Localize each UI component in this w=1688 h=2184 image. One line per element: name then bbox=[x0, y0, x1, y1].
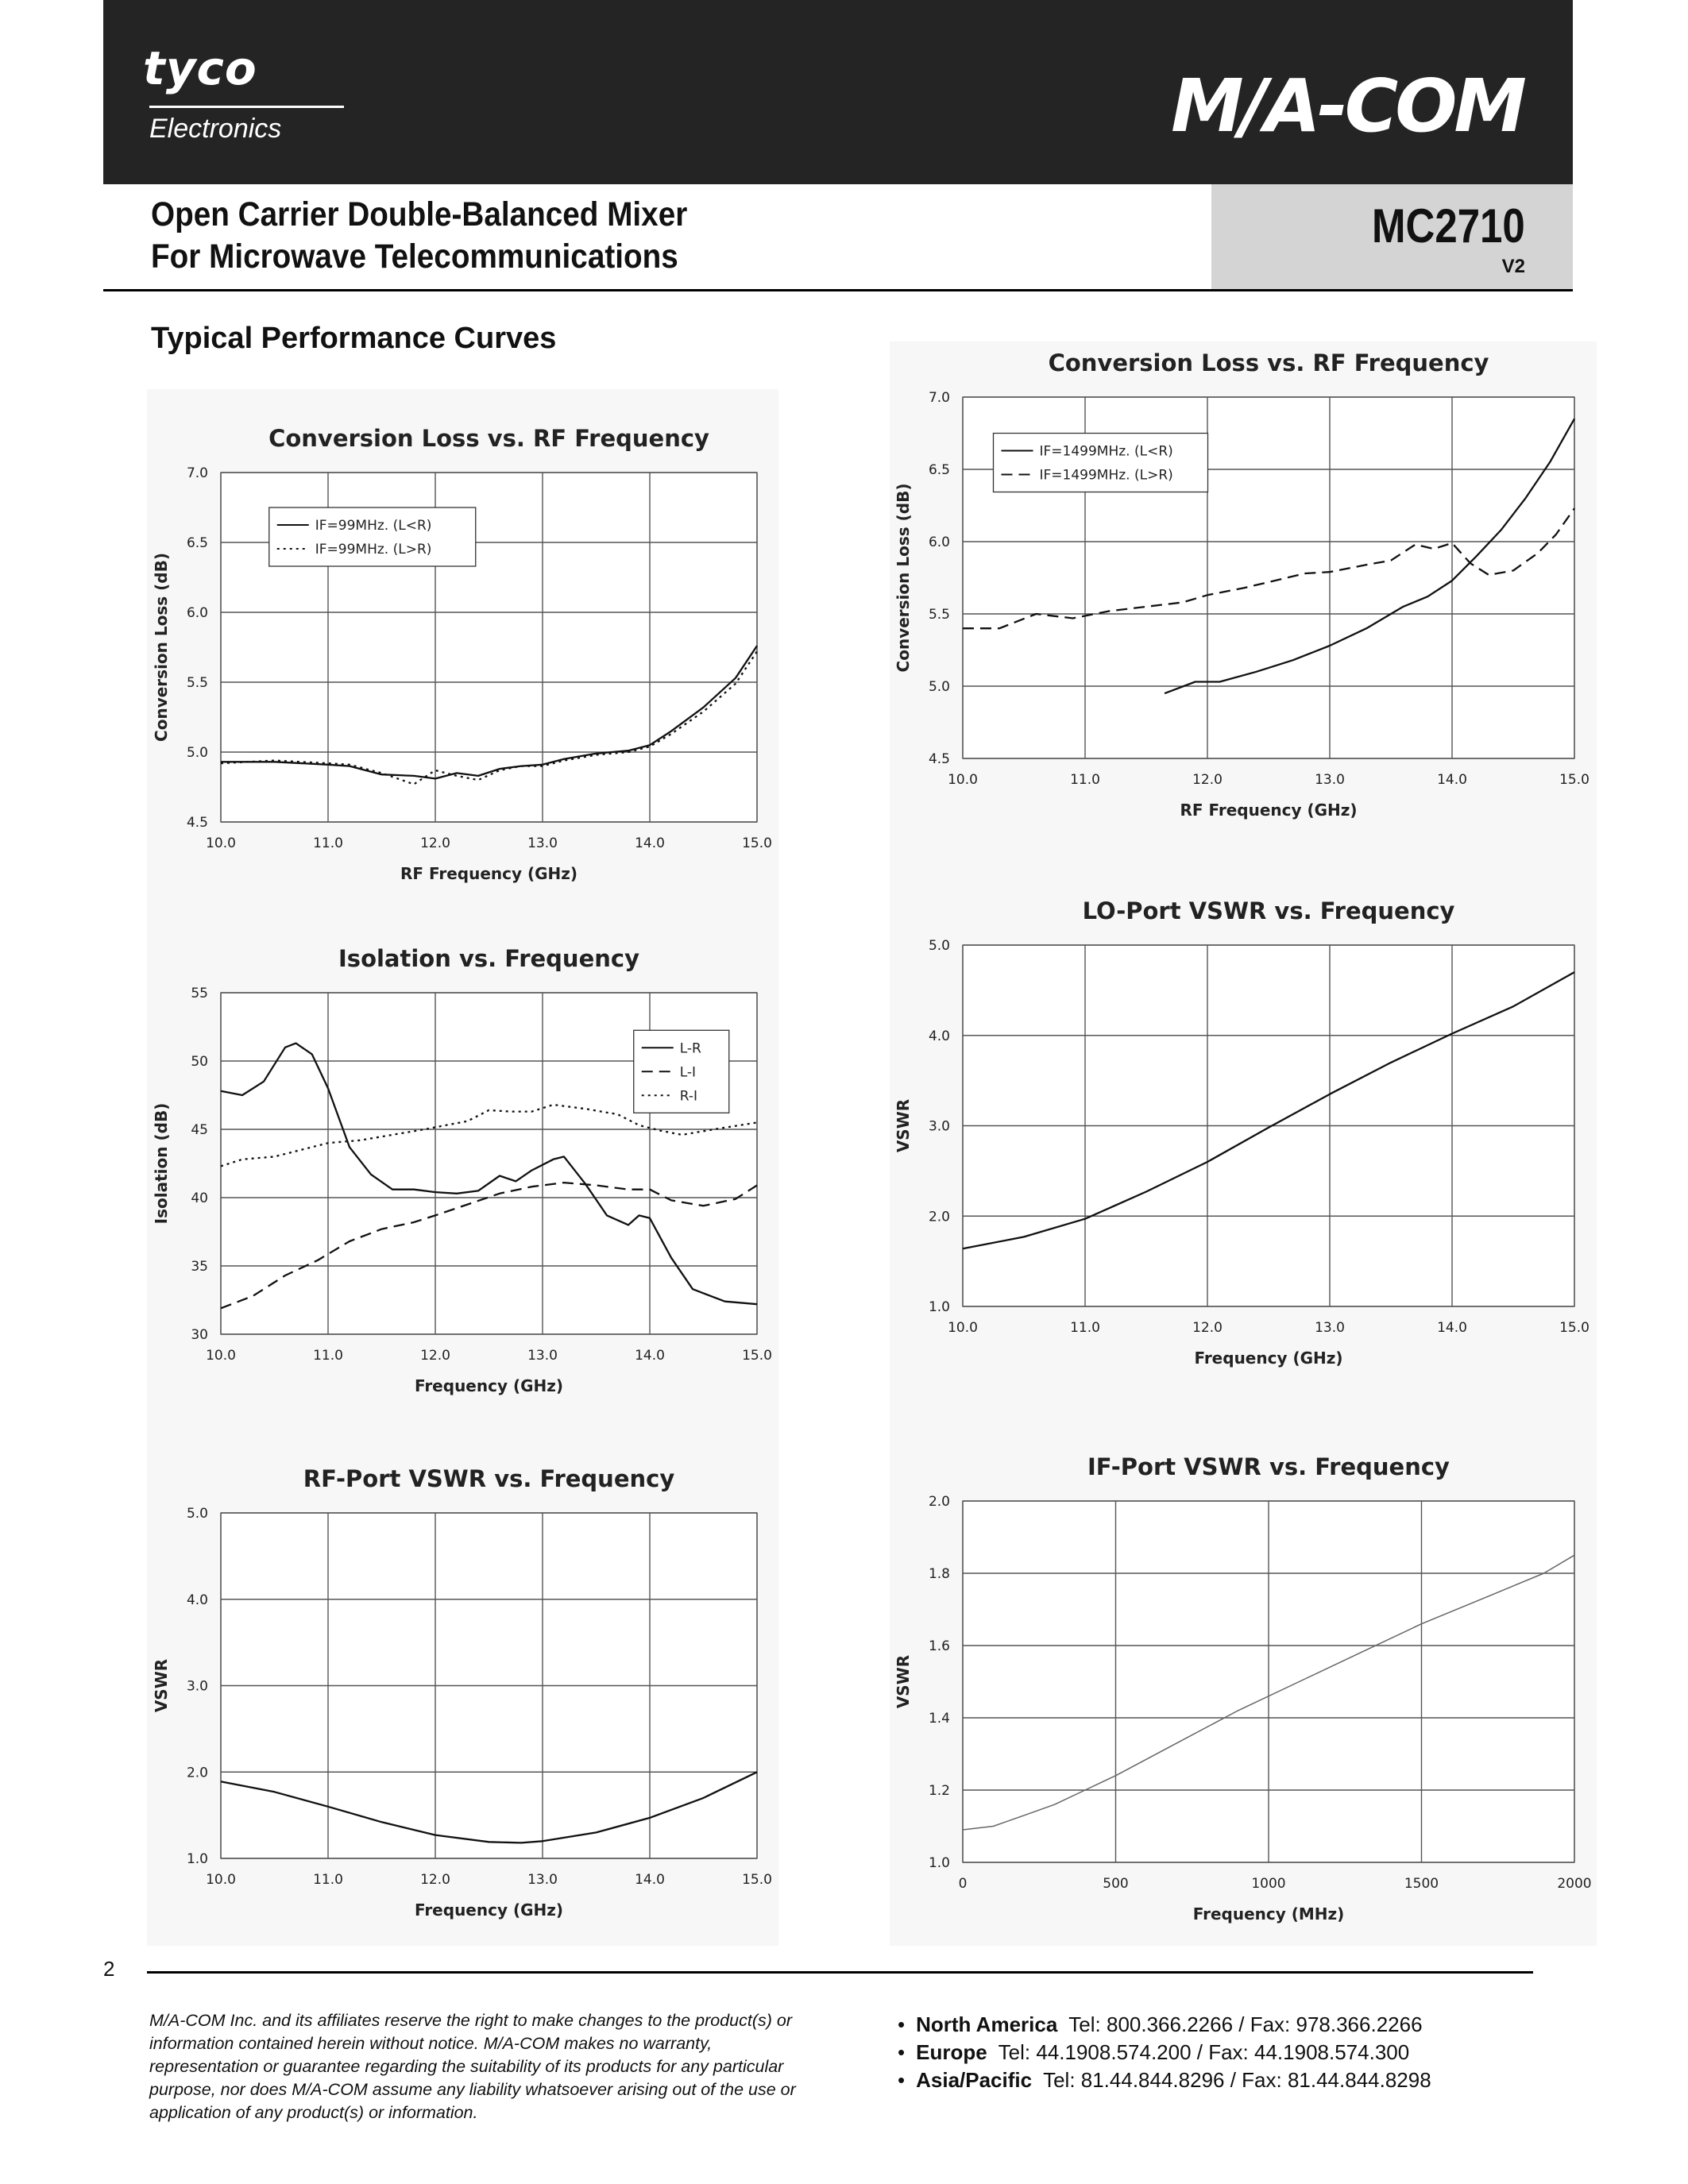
chart-svg bbox=[891, 1441, 1590, 1950]
chart-rf-port-vswr bbox=[149, 1453, 773, 1946]
y-tick-label: 4.5 bbox=[928, 751, 950, 767]
y-tick-label: 6.5 bbox=[186, 535, 208, 551]
y-tick-label: 3.0 bbox=[928, 1118, 950, 1135]
contact-details: Tel: 81.44.844.8296 / Fax: 81.44.844.8298 bbox=[1043, 2068, 1431, 2092]
x-tick-label: 12.0 bbox=[420, 1348, 450, 1364]
x-tick-label: 13.0 bbox=[1315, 1320, 1345, 1336]
x-tick-label: 10.0 bbox=[206, 835, 236, 851]
y-tick-label: 2.0 bbox=[928, 1209, 950, 1225]
x-tick-label: 15.0 bbox=[1559, 1320, 1590, 1336]
legend-entry: L-I bbox=[679, 1064, 697, 1081]
chart-if-port-vswr bbox=[891, 1441, 1590, 1950]
macom-logo: M/A-COM bbox=[1171, 64, 1524, 149]
chart-title: Conversion Loss vs. RF Frequency bbox=[268, 425, 709, 452]
chart-title: Conversion Loss vs. RF Frequency bbox=[1048, 349, 1489, 376]
contact-region: Asia/Pacific bbox=[916, 2068, 1033, 2092]
x-tick-label: 1000 bbox=[1251, 1876, 1286, 1892]
legend-entry: L-R bbox=[679, 1040, 701, 1057]
y-axis-label: VSWR bbox=[152, 1658, 171, 1713]
y-tick-label: 5.0 bbox=[186, 1506, 208, 1522]
contact-region: North America bbox=[916, 2012, 1058, 2036]
x-tick-label: 500 bbox=[1103, 1876, 1129, 1892]
legend-entry: IF=99MHz. (L<R) bbox=[315, 518, 432, 534]
x-tick-label: 14.0 bbox=[635, 835, 665, 851]
x-tick-label: 11.0 bbox=[1070, 1320, 1100, 1336]
x-tick-label: 13.0 bbox=[527, 1872, 558, 1888]
y-tick-label: 1.6 bbox=[928, 1638, 950, 1654]
chart-conversion-loss-99mhz bbox=[149, 413, 773, 909]
x-tick-label: 13.0 bbox=[527, 1348, 558, 1364]
page-header bbox=[103, 0, 1573, 184]
part-number-box bbox=[1211, 184, 1573, 289]
x-axis-label: RF Frequency (GHz) bbox=[1180, 801, 1358, 820]
y-tick-label: 1.2 bbox=[928, 1783, 950, 1799]
x-tick-label: 10.0 bbox=[948, 772, 978, 788]
section-title: Typical Performance Curves bbox=[151, 322, 557, 355]
contact-item bbox=[898, 2039, 1431, 2066]
y-tick-label: 5.5 bbox=[186, 675, 208, 691]
chart-svg bbox=[149, 413, 773, 909]
tyco-logo-subtitle: Electronics bbox=[149, 114, 282, 144]
y-axis-label: Isolation (dB) bbox=[152, 1102, 171, 1225]
document-title-line1: Open Carrier Double-Balanced Mixer bbox=[151, 195, 688, 233]
chart-svg bbox=[149, 1453, 773, 1946]
x-tick-label: 15.0 bbox=[742, 835, 772, 851]
chart-isolation bbox=[149, 933, 773, 1422]
x-tick-label: 13.0 bbox=[527, 835, 558, 851]
title-divider bbox=[103, 289, 1573, 291]
y-tick-label: 2.0 bbox=[928, 1494, 950, 1510]
x-tick-label: 12.0 bbox=[420, 835, 450, 851]
y-tick-label: 30 bbox=[191, 1327, 208, 1343]
y-tick-label: 5.5 bbox=[928, 607, 950, 623]
x-tick-label: 11.0 bbox=[1070, 772, 1100, 788]
contact-region: Europe bbox=[916, 2040, 987, 2064]
page-number: 2 bbox=[103, 1957, 115, 1981]
y-tick-label: 4.5 bbox=[186, 815, 208, 831]
x-tick-label: 15.0 bbox=[1559, 772, 1590, 788]
legend-entry: IF=99MHz. (L>R) bbox=[315, 542, 432, 558]
chart-conversion-loss-1499mhz bbox=[891, 338, 1590, 846]
y-tick-label: 35 bbox=[191, 1259, 208, 1275]
y-axis-label: Conversion Loss (dB) bbox=[894, 483, 913, 673]
chart-title: RF-Port VSWR vs. Frequency bbox=[303, 1465, 675, 1492]
y-tick-label: 3.0 bbox=[186, 1678, 208, 1695]
y-tick-label: 1.0 bbox=[186, 1851, 208, 1867]
chart-lo-port-vswr bbox=[891, 886, 1590, 1394]
x-tick-label: 12.0 bbox=[1192, 772, 1223, 788]
x-tick-label: 11.0 bbox=[313, 1872, 343, 1888]
y-tick-label: 1.0 bbox=[928, 1855, 950, 1871]
chart-title: LO-Port VSWR vs. Frequency bbox=[1082, 897, 1455, 924]
x-tick-label: 14.0 bbox=[635, 1348, 665, 1364]
x-axis-label: Frequency (MHz) bbox=[1192, 1904, 1345, 1924]
x-tick-label: 15.0 bbox=[742, 1348, 772, 1364]
y-tick-label: 50 bbox=[191, 1054, 208, 1070]
chart-svg bbox=[891, 886, 1590, 1394]
contact-list bbox=[898, 2011, 1431, 2094]
x-tick-label: 14.0 bbox=[635, 1872, 665, 1888]
x-tick-label: 15.0 bbox=[742, 1872, 772, 1888]
document-title bbox=[151, 194, 687, 278]
y-tick-label: 4.0 bbox=[928, 1028, 950, 1044]
x-axis-label: RF Frequency (GHz) bbox=[400, 864, 578, 883]
x-tick-label: 13.0 bbox=[1315, 772, 1345, 788]
x-axis-label: Frequency (GHz) bbox=[1194, 1349, 1343, 1368]
document-title-line2: For Microwave Telecommunications bbox=[151, 237, 678, 276]
x-tick-label: 11.0 bbox=[313, 1348, 343, 1364]
title-block bbox=[103, 184, 1573, 289]
x-tick-label: 11.0 bbox=[313, 835, 343, 851]
x-tick-label: 12.0 bbox=[420, 1872, 450, 1888]
x-tick-label: 10.0 bbox=[206, 1348, 236, 1364]
y-tick-label: 40 bbox=[191, 1190, 208, 1206]
x-axis-label: Frequency (GHz) bbox=[414, 1376, 564, 1395]
x-tick-label: 12.0 bbox=[1192, 1320, 1223, 1336]
y-tick-label: 7.0 bbox=[928, 390, 950, 406]
contact-item bbox=[898, 2011, 1431, 2039]
x-tick-label: 0 bbox=[958, 1876, 968, 1892]
y-tick-label: 6.0 bbox=[928, 534, 950, 550]
chart-title: IF-Port VSWR vs. Frequency bbox=[1087, 1453, 1450, 1480]
y-axis-label: VSWR bbox=[894, 1654, 913, 1709]
contact-item bbox=[898, 2066, 1431, 2094]
y-tick-label: 6.0 bbox=[186, 605, 208, 621]
disclaimer-text: M/A-COM Inc. and its affiliates reserve the right to make changes to the product(s) or information contained herein without notice. M/A-COM makes no warranty, representation or guarantee regarding the suitability of its products for any particular purpose, nor does M/A-COM assume any liability whatsoever arising out of the use or application of any product(s) or information. bbox=[149, 2011, 796, 2122]
tyco-logo: tyco bbox=[143, 41, 257, 95]
y-tick-label: 4.0 bbox=[186, 1592, 208, 1608]
y-tick-label: 5.0 bbox=[928, 938, 950, 954]
tyco-logo-rule bbox=[149, 106, 344, 108]
legend-entry: IF=1499MHz. (L>R) bbox=[1039, 467, 1173, 484]
x-tick-label: 1500 bbox=[1404, 1876, 1439, 1892]
chart-svg bbox=[891, 338, 1590, 846]
contact-details: Tel: 44.1908.574.200 / Fax: 44.1908.574.300 bbox=[998, 2040, 1410, 2064]
legend-entry: R-I bbox=[679, 1088, 698, 1105]
y-axis-label: VSWR bbox=[894, 1098, 913, 1153]
y-tick-label: 6.5 bbox=[928, 462, 950, 478]
chart-title: Isolation vs. Frequency bbox=[338, 945, 639, 972]
x-axis-label: Frequency (GHz) bbox=[414, 1900, 564, 1920]
contact-details: Tel: 800.366.2266 / Fax: 978.366.2266 bbox=[1068, 2012, 1423, 2036]
y-tick-label: 5.0 bbox=[928, 679, 950, 695]
footer-divider bbox=[147, 1971, 1533, 1974]
y-tick-label: 55 bbox=[191, 986, 208, 1001]
legend-entry: IF=1499MHz. (L<R) bbox=[1039, 443, 1173, 460]
y-tick-label: 2.0 bbox=[186, 1765, 208, 1781]
y-tick-label: 5.0 bbox=[186, 745, 208, 761]
y-tick-label: 7.0 bbox=[186, 465, 208, 481]
x-tick-label: 2000 bbox=[1557, 1876, 1592, 1892]
y-tick-label: 45 bbox=[191, 1122, 208, 1138]
x-tick-label: 14.0 bbox=[1437, 772, 1467, 788]
x-tick-label: 10.0 bbox=[206, 1872, 236, 1888]
part-number: MC2710 bbox=[1372, 199, 1525, 253]
x-tick-label: 14.0 bbox=[1437, 1320, 1467, 1336]
y-tick-label: 1.8 bbox=[928, 1566, 950, 1582]
version-label: V2 bbox=[1501, 256, 1525, 277]
y-tick-label: 1.4 bbox=[928, 1711, 950, 1727]
y-axis-label: Conversion Loss (dB) bbox=[152, 553, 171, 742]
y-tick-label: 1.0 bbox=[928, 1299, 950, 1315]
chart-svg bbox=[149, 933, 773, 1422]
x-tick-label: 10.0 bbox=[948, 1320, 978, 1336]
